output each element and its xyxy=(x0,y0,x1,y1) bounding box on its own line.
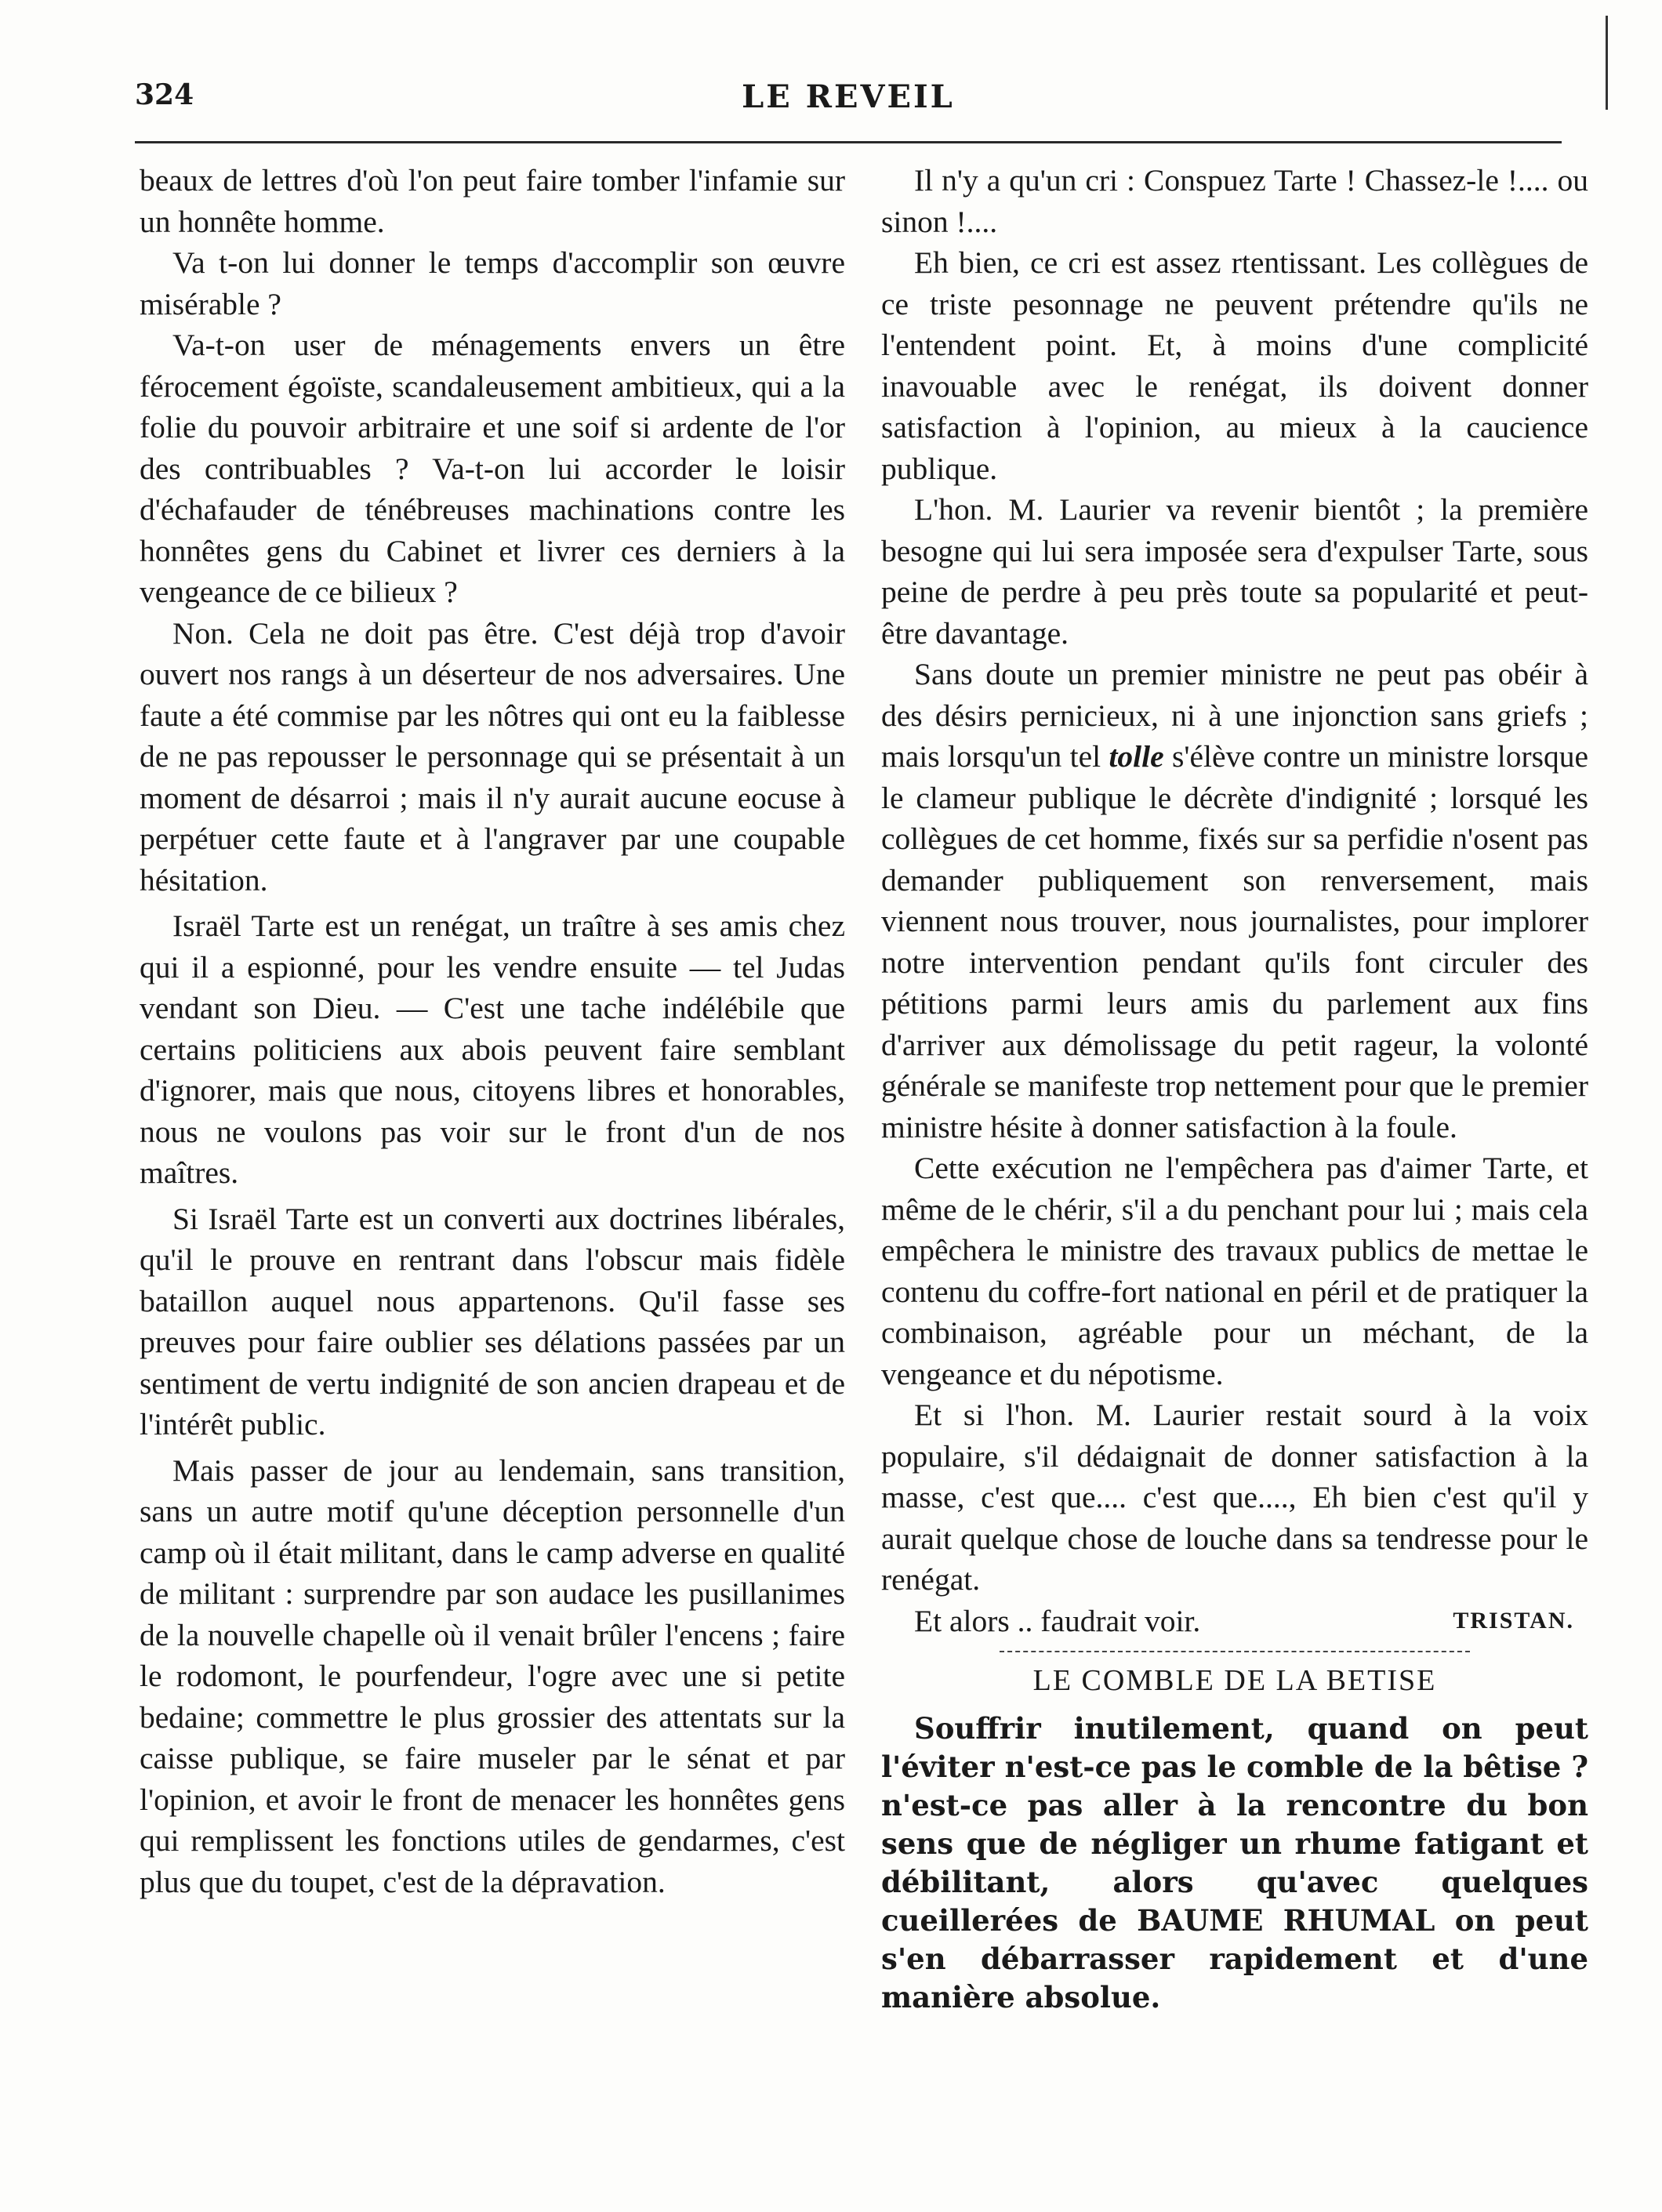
paragraph: Il n'y a qu'un cri : Conspuez Tarte ! Chassez-le !.... ou sinon !.... xyxy=(881,163,1588,239)
left-column xyxy=(140,160,845,1902)
ad-body: Souffrir inutilement, quand on peut l'éviter n'est-ce pas le comble de la bêtise ? n'est-ce pas aller à la rencontre du bon sens que de négliger un rhume fatigant et débilitant, alors qu'avec quelques cueillerées de BAUME RHUMAL on peut s'en débarrasser rapidement et d'une manière absolue. xyxy=(881,1710,1588,2014)
paragraph-text: s'élève contre un ministre lorsque le clameur publique le décrète d'indignité ; lorsqué les collègues de cet homme, fixés sur sa perfidie n'osent pas demander publiquement son renversement, mais viennent nous trouver, nous journalistes, pour implorer notre intervention pendant qu'ils font circuler des pétitions parmi leurs amis du parlement aux fins d'arriver aux démolissage du petit rageur, la volonté générale se manifeste trop nettement pour que le premier ministre hésite à donner satisfaction à la foule. xyxy=(881,739,1589,1144)
italic-word: tolle xyxy=(1109,739,1164,774)
paragraph: Cette exécution ne l'empêchera pas d'aimer Tarte, et même de le chérir, s'il a du penchant pour lui ; mais cela empêchera le ministre des travaux publics de mettae le contenu du coffre-fort national en péril et de pratiquer la combinaison, agréable pour un méchant, de la vengeance et du népotisme. xyxy=(881,1151,1588,1391)
paragraph: Si Israël Tarte est un converti aux doctrines libérales, qu'il le prouve en rentrant dans l'obscur mais fidèle bataillon auquel nous appartenons. Qu'il fasse ses preuves pour faire oublier ses délations passées par un sentiment de vertu indignité de son ancien drapeau et de l'intérêt public. xyxy=(140,1201,845,1441)
paragraph: Va t-on lui donner le temps d'accomplir son œuvre misérable ? xyxy=(140,245,845,321)
journal-title: LE REVEIL xyxy=(742,78,955,115)
ad-title: LE COMBLE DE LA BETISE xyxy=(1032,1664,1437,1697)
closing-line: Et alors .. faudrait voir. xyxy=(914,1603,1201,1638)
header-rule xyxy=(135,141,1562,143)
paragraph: Et si l'hon. M. Laurier restait sourd à la voix populaire, s'il dédaignait de donner satisfaction à la masse, c'est que.... c'est que...., Eh bien c'est qu'il y aurait quelque chose de louche dans sa tendresse pour le renégat. xyxy=(881,1398,1588,1597)
section-divider xyxy=(1000,1651,1470,1654)
paragraph: Mais passer de jour au lendemain, sans transition, sans un autre motif qu'une déception personnelle d'un camp où il était militant, dans le camp adverse en qualité de militant : surprendre par son audace les pusillanimes de la nouvelle chapelle où il venait brûler l'encens ; faire le rodomont, le pourfendeur, l'ogre avec une si petite bedaine; commettre le plus grossier des attentats sur la caisse publique, se faire museler par le sénat et par l'opinion, et avoir le front de menacer les honnêtes gens qui remplissent les fonctions utiles de gendarmes, c'est plus que du toupet, c'est de la dépravation. xyxy=(140,1452,845,1899)
page-number: 324 xyxy=(135,78,194,111)
paragraph: Eh bien, ce cri est assez rtentissant. Les collègues de ce triste pesonnage ne peuvent prétendre qu'ils ne l'entendent point. Et, à moins d'une complicité inavouable avec le renégat, ils doivent donner satisfaction à l'opinion, au mieux à la caucience publique. xyxy=(881,245,1588,486)
paragraph xyxy=(881,654,1588,1148)
paragraph: Non. Cela ne doit pas être. C'est déjà trop d'avoir ouvert nos rangs à un déserteur de nos adversaires. Une faute a été commise par les nôtres qui ont eu la faiblesse de ne pas repousser le personnage qui se présentait à un moment de désarroi ; mais il n'y aurait aucune eocuse à perpétuer cette faute et à l'angraver par une coupable hésitation. xyxy=(140,615,845,897)
paragraph: beaux de lettres d'où l'on peut faire tomber l'infamie sur un honnête homme. xyxy=(140,163,845,239)
page-header xyxy=(135,78,1562,125)
paragraph-text: Sans doute un premier ministre ne peut pas obéir à des désirs pernicieux, ni à une injonction sans griefs ; mais lorsqu'un tel xyxy=(881,657,1588,774)
paragraph: L'hon. M. Laurier va revenir bientôt ; la première besogne qui lui sera imposée sera d'expulser Tarte, sous peine de perdre à peu près toute sa popularité et peut-être davantage. xyxy=(881,492,1588,651)
page-edge-line xyxy=(1606,16,1608,110)
paragraph: Israël Tarte est un renégat, un traître à ses amis chez qui il a espionné, pour les vendre ensuite — tel Judas vendant son Dieu. — C'est une tache indélébile que certains politiciens aux abois peuvent faire semblant d'ignorer, mais que nous, citoyens libres et honorables, nous ne voulons pas voir sur le front d'un de nos maîtres. xyxy=(140,908,845,1190)
paragraph: Va-t-on user de ménagements envers un être férocement égoïste, scandaleusement ambitieux, qui a la folie du pouvoir arbitraire et une soif si ardente de l'or des contribuables ? Va-t-on lui accorder le loisir d'échafauder de ténébreuses machinations contre les honnêtes gens du Cabinet et livrer ces derniers à la vengeance de ce bilieux ? xyxy=(140,328,845,609)
right-column xyxy=(881,160,1588,2017)
signature-line xyxy=(881,1601,1588,1642)
author-signature: TRISTAN. xyxy=(1453,1607,1574,1634)
